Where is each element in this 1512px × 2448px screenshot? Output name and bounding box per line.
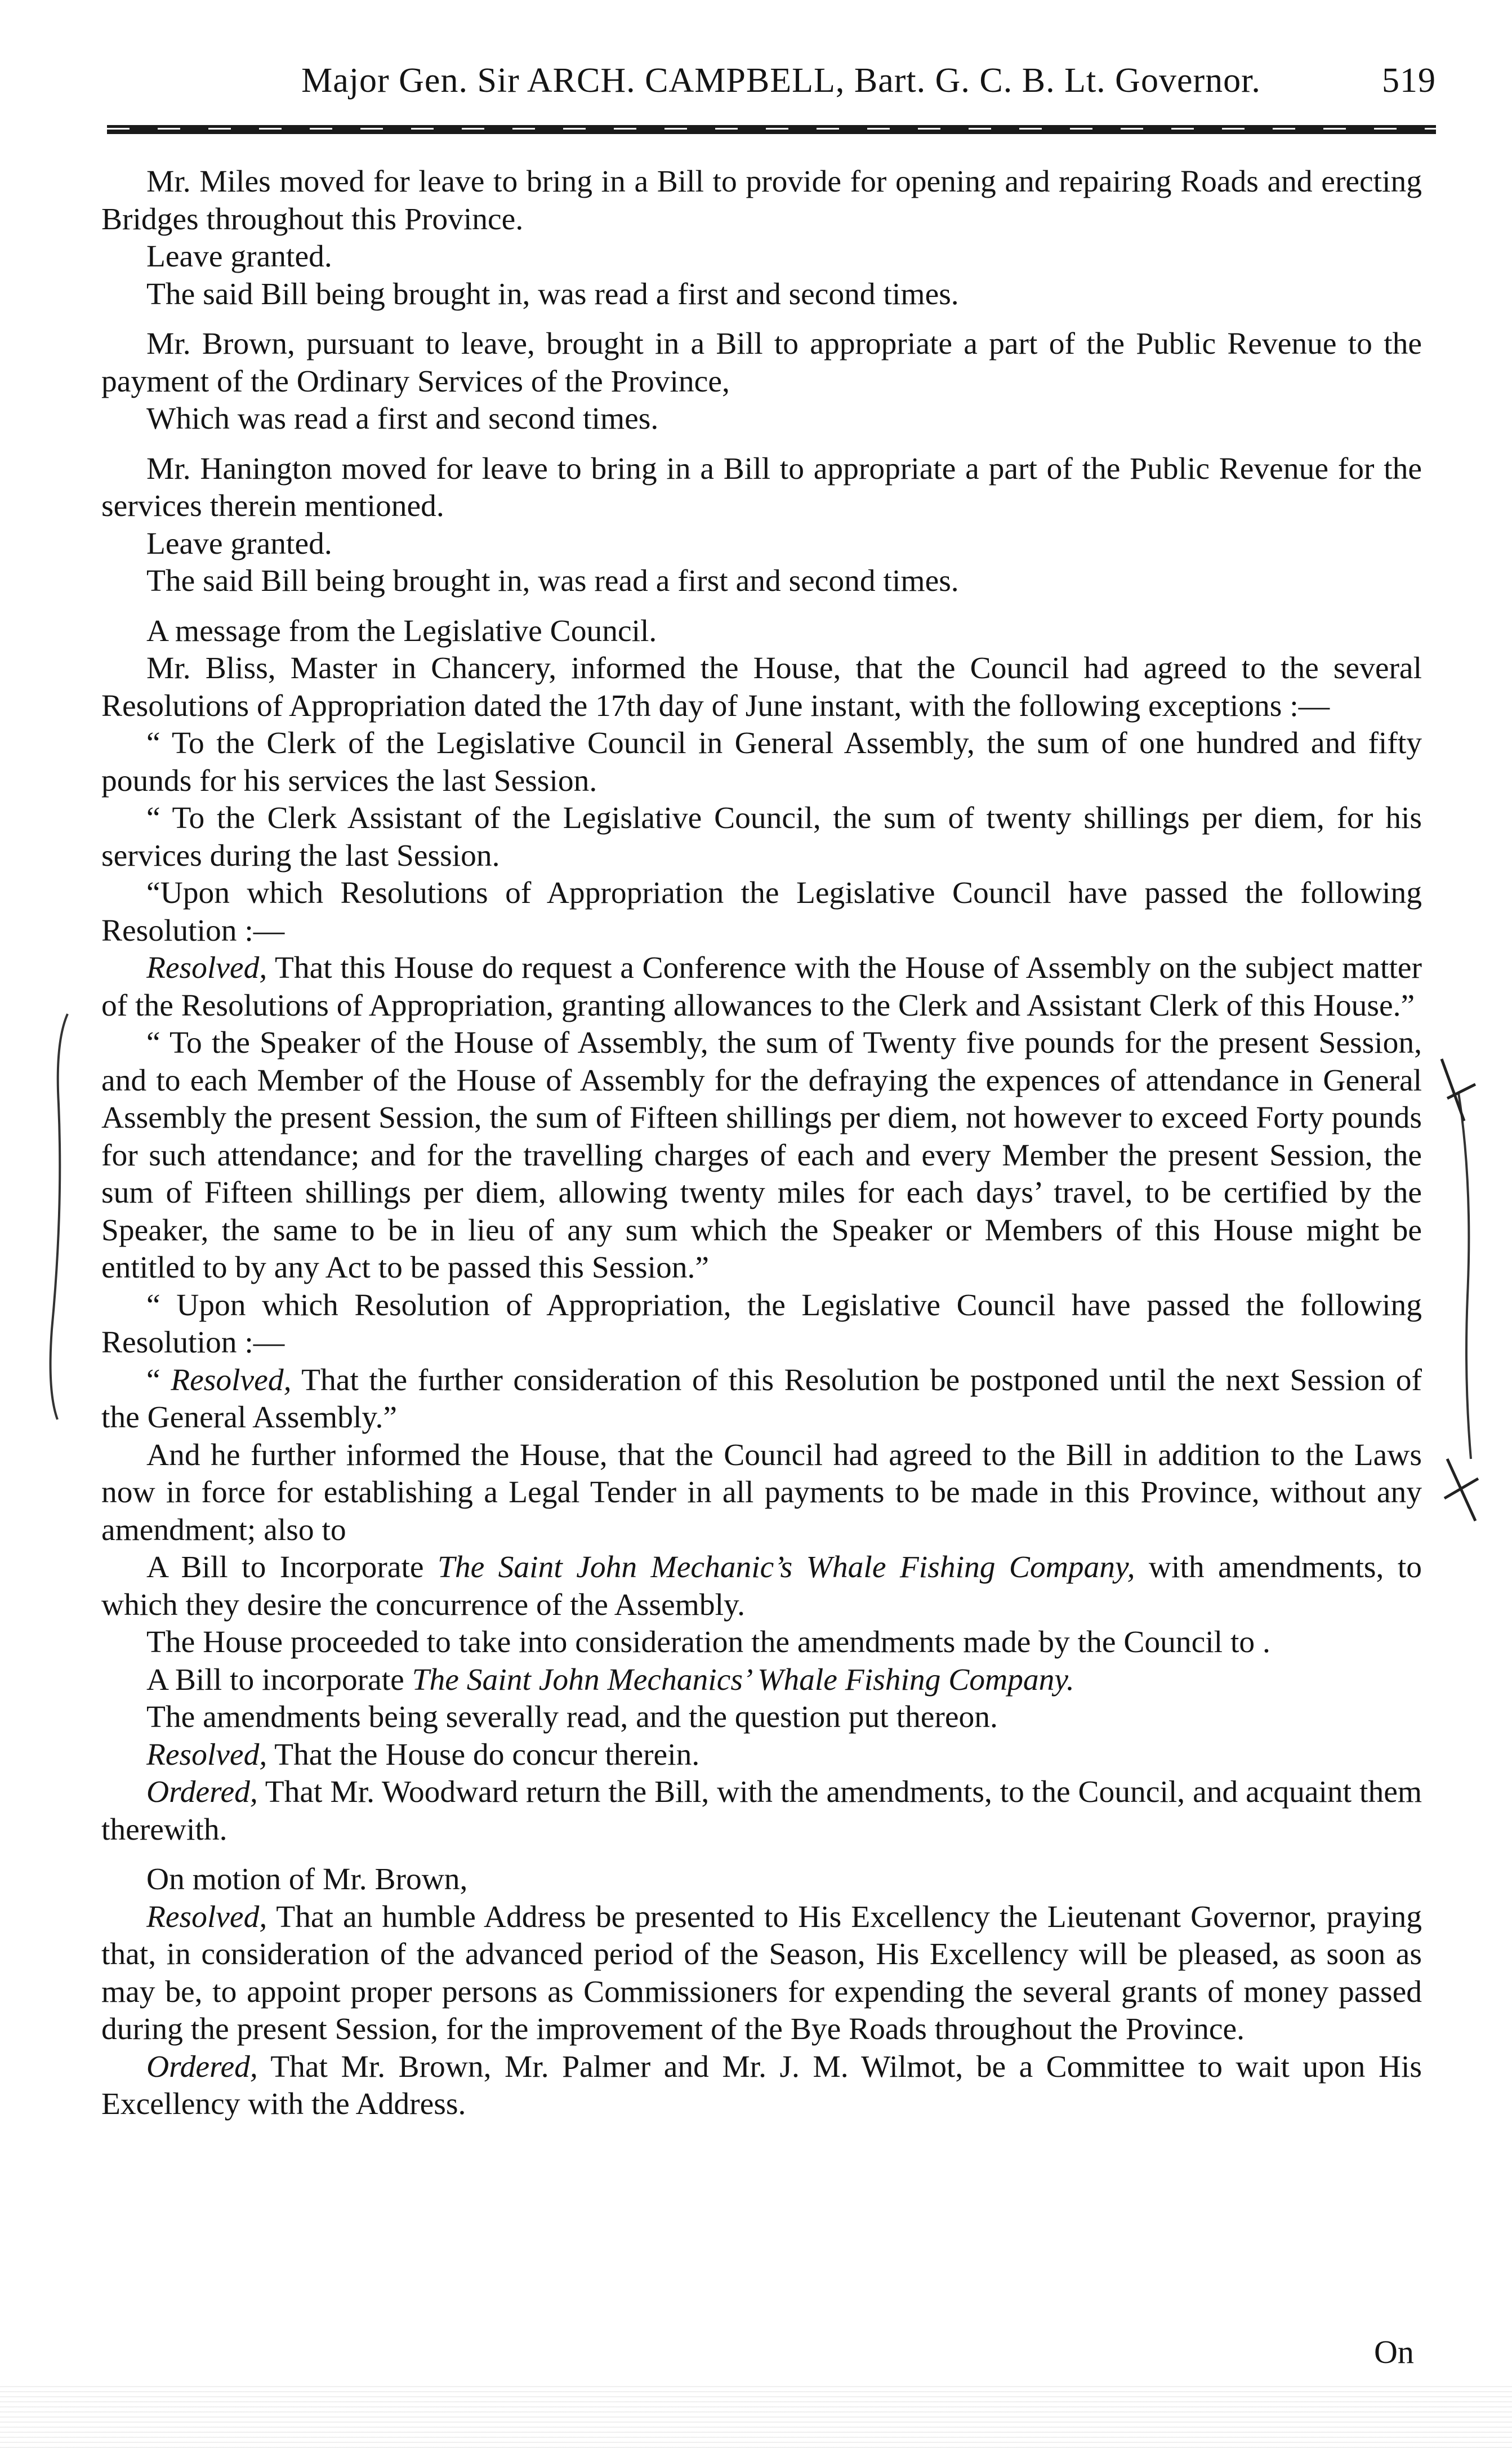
running-header bbox=[180, 61, 1436, 112]
paragraph-text: “ To the Clerk of the Legislative Council in General Assembly, the sum of one hundred and fifty pounds for his services the last Session. bbox=[101, 726, 1422, 798]
paragraph bbox=[101, 1699, 1422, 1737]
cross-mark-upper bbox=[1442, 1059, 1475, 1121]
header-rule bbox=[107, 125, 1436, 134]
paragraph bbox=[101, 238, 1422, 276]
paragraph-text: That the House do concur therein. bbox=[267, 1737, 700, 1772]
paragraph-text: That Mr. Woodward return the Bill, with the amendments, to the Council, and acquaint them therewith. bbox=[101, 1775, 1422, 1847]
paragraph bbox=[101, 1662, 1422, 1699]
paragraph bbox=[101, 1437, 1422, 1550]
paragraph bbox=[101, 1624, 1422, 1662]
paragraph bbox=[101, 1362, 1422, 1437]
paragraph-text: Mr. Hanington moved for leave to bring in a Bill to appropriate a part of the Public Revenue for the services therein mentioned. bbox=[101, 451, 1422, 523]
paragraph-text: On motion of Mr. Brown, bbox=[146, 1862, 468, 1897]
paragraph-text: Which was read a first and second times. bbox=[146, 402, 659, 436]
paragraph bbox=[101, 1025, 1422, 1287]
cross-mark-lower bbox=[1444, 1459, 1478, 1521]
paragraph bbox=[101, 163, 1422, 238]
scan-noise bbox=[0, 2383, 1512, 2448]
paragraph bbox=[101, 1861, 1422, 1899]
page-number: 519 bbox=[1382, 61, 1436, 100]
paragraph-pre: “ bbox=[146, 1363, 171, 1397]
italic-lead: Ordered, bbox=[146, 1775, 258, 1809]
paragraph-text: “ To the Speaker of the House of Assembly, the sum of Twenty five pounds for the present Session, and to each Member of the House of Assembly for the defraying the expences of attendance in General Assembly the present Session, the sum of Fifteen shillings per diem, not however to exceed Forty pounds for such attendance; and for the travelling charges of each and every Member the present Session, the sum of Fifteen shillings per diem, allowing twenty miles for each days’ travel, to be certified by the Speaker, the same to be in lieu of any sum which the Speaker or Members of this House might be entitled to by any Act to be passed this Session.” bbox=[101, 1026, 1422, 1285]
paragraph-text: That an humble Address be presented to His Excellency the Lieutenant Governor, praying that, in consideration of the advanced period of the Season, His Excellency will be pleased, as soon as may be, to appoint proper persons as Commissioners for expending the several grants of money passed during the present Session, for the improvement of the Bye Roads throughout the Province. bbox=[101, 1899, 1422, 2046]
paragraph-text: The said Bill being brought in, was read a first and second times. bbox=[146, 564, 959, 598]
italic-lead: Resolved, bbox=[171, 1363, 292, 1397]
catchword: On bbox=[1374, 2334, 1414, 2370]
paragraph bbox=[101, 725, 1422, 800]
italic-lead: Resolved, bbox=[146, 1899, 267, 1934]
left-margin-bracket bbox=[51, 1014, 68, 1419]
paragraph bbox=[101, 1774, 1422, 1849]
paragraph-text: “ To the Clerk Assistant of the Legislative Council, the sum of twenty shillings per diem, for his services during the last Session. bbox=[101, 801, 1422, 873]
paragraph-text: The amendments being severally read, and the question put thereon. bbox=[146, 1700, 998, 1734]
italic-lead: Ordered, bbox=[146, 2049, 258, 2084]
paragraph bbox=[101, 800, 1422, 875]
paragraph-text: The House proceeded to take into consideration the amendments made by the Council to . bbox=[146, 1625, 1270, 1659]
paragraph-text: Leave granted. bbox=[146, 239, 332, 274]
paragraph bbox=[101, 563, 1422, 600]
paragraph-text: “ Upon which Resolution of Appropriation, the Legislative Council have passed the following Resolution :— bbox=[101, 1288, 1422, 1360]
paragraph bbox=[101, 613, 1422, 651]
paragraph-text: with amendments, to which they desire the concurrence of the Assembly. bbox=[101, 1550, 1422, 1622]
paragraph bbox=[101, 276, 1422, 314]
paragraph-pre: A Bill to Incorporate bbox=[146, 1550, 438, 1584]
paragraph-text: And he further informed the House, that the Council had agreed to the Bill in addition to the Laws now in force for establishing a Legal Tender in all payments to be made in this Province, without any amendment; also to bbox=[101, 1437, 1422, 1547]
italic-lead: The Saint John Mechanics’ Whale Fishing Company. bbox=[412, 1662, 1074, 1697]
paragraph bbox=[101, 950, 1422, 1025]
paragraph-text: Mr. Miles moved for leave to bring in a Bill to provide for opening and repairing Roads and erecting Bridges throughout this Province. bbox=[101, 164, 1422, 237]
paragraph-text: That the further consideration of this Resolution be postponed until the next Session of the General Assembly.” bbox=[101, 1363, 1422, 1435]
right-margin-bracket bbox=[1459, 1093, 1471, 1459]
paragraph bbox=[101, 650, 1422, 725]
paragraph bbox=[101, 1899, 1422, 2049]
paragraph-pre: A Bill to incorporate bbox=[146, 1662, 412, 1697]
italic-lead: The Saint John Mechanic’s Whale Fishing Company, bbox=[437, 1550, 1135, 1584]
paragraph bbox=[101, 2049, 1422, 2124]
paragraph-text: A message from the Legislative Council. bbox=[146, 613, 657, 648]
paragraph bbox=[101, 1549, 1422, 1624]
italic-lead: Resolved, bbox=[146, 1737, 267, 1772]
paragraph-text: Mr. Brown, pursuant to leave, brought in a Bill to appropriate a part of the Public Revenue to the payment of the Ordinary Services of the Province, bbox=[101, 327, 1422, 399]
paragraph bbox=[101, 1287, 1422, 1362]
running-title: Major Gen. Sir ARCH. CAMPBELL, Bart. G. C. B. Lt. Governor. bbox=[301, 61, 1261, 100]
paragraph-text: The said Bill being brought in, was read a first and second times. bbox=[146, 277, 959, 311]
paragraph-text: Mr. Bliss, Master in Chancery, informed the House, that the Council had agreed to the several Resolutions of Appropriation dated the 17th day of June instant, with the following exceptions :— bbox=[101, 651, 1422, 723]
paragraph bbox=[101, 451, 1422, 526]
paragraph-text: That Mr. Brown, Mr. Palmer and Mr. J. M. Wilmot, be a Committee to wait upon His Excellency with the Address. bbox=[101, 2049, 1422, 2121]
paragraph bbox=[101, 526, 1422, 563]
paragraph-text: “Upon which Resolutions of Appropriation the Legislative Council have passed the following Resolution :— bbox=[101, 876, 1422, 948]
journal-text bbox=[101, 163, 1422, 2124]
paragraph bbox=[101, 875, 1422, 950]
paragraph-text: Leave granted. bbox=[146, 526, 332, 561]
paragraph bbox=[101, 400, 1422, 438]
paragraph-text: That this House do request a Conference with the House of Assembly on the subject matter of the Resolutions of Appropriation, granting allowances to the Clerk and Assistant Clerk of this House.” bbox=[101, 951, 1422, 1023]
italic-lead: Resolved, bbox=[146, 951, 267, 985]
paragraph bbox=[101, 326, 1422, 400]
paragraph bbox=[101, 1737, 1422, 1774]
